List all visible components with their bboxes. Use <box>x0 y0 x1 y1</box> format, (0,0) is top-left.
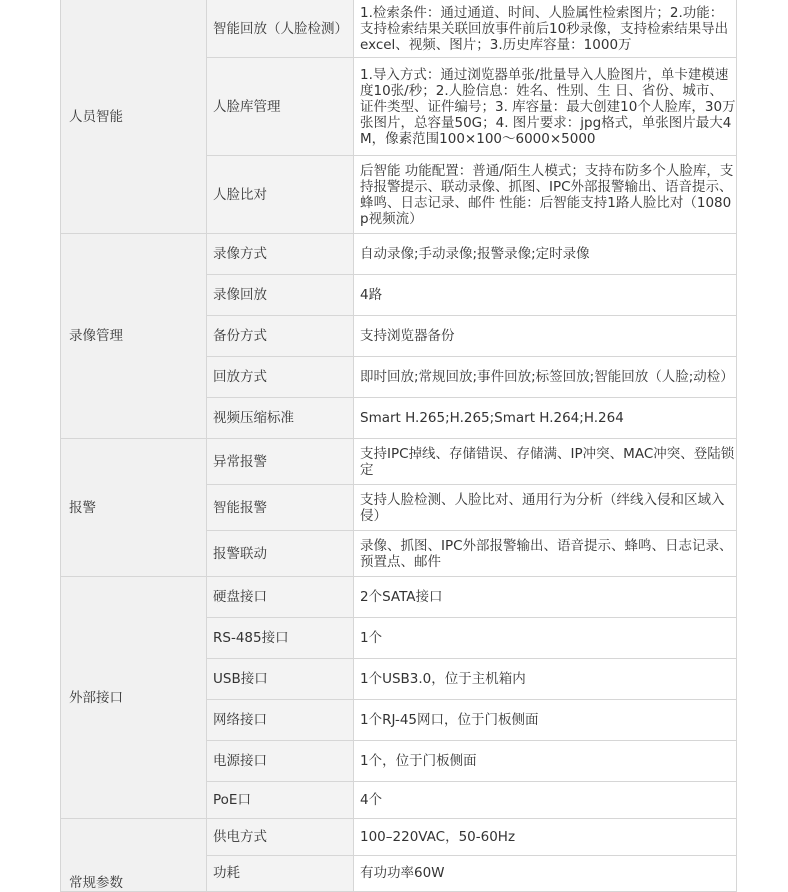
spec-name-cell: 录像回放 <box>207 275 354 316</box>
spec-value-cell: 1.检索条件：通过通道、时间、人脸属性检索图片；2.功能：支持检索结果关联回放事件前后10秒录像，支持检索结果导出excel、视频、图片；3.历史库容量：1000万 <box>354 0 737 58</box>
category-cell: 常规参数 <box>61 819 207 892</box>
spec-name-cell: 供电方式 <box>207 819 354 856</box>
spec-value-cell: 自动录像;手动录像;报警录像;定时录像 <box>354 234 737 275</box>
spec-value-cell: 1个RJ-45网口，位于门板侧面 <box>354 700 737 741</box>
spec-value-cell: 即时回放;常规回放;事件回放;标签回放;智能回放（人脸;动检） <box>354 357 737 398</box>
spec-value-cell: 4路 <box>354 275 737 316</box>
spec-name-cell: 电源接口 <box>207 741 354 782</box>
spec-name-cell: 报警联动 <box>207 531 354 577</box>
spec-value-cell: 支持IPC掉线、存储错误、存储满、IP冲突、MAC冲突、登陆锁定 <box>354 439 737 485</box>
spec-value-cell: 1个USB3.0，位于主机箱内 <box>354 659 737 700</box>
spec-value-cell: 有功功率60W <box>354 855 737 892</box>
spec-value-cell: 1个 <box>354 618 737 659</box>
spec-name-cell: RS-485接口 <box>207 618 354 659</box>
spec-name-cell: 视频压缩标准 <box>207 398 354 439</box>
spec-name-cell: 硬盘接口 <box>207 577 354 618</box>
spec-name-cell: 网络接口 <box>207 700 354 741</box>
spec-name-cell: 回放方式 <box>207 357 354 398</box>
category-cell: 报警 <box>61 439 207 577</box>
spec-name-cell: 功耗 <box>207 855 354 892</box>
spec-row <box>61 439 737 485</box>
spec-name-cell: 智能报警 <box>207 485 354 531</box>
category-cell: 外部接口 <box>61 577 207 819</box>
spec-table <box>60 0 737 892</box>
spec-name-cell: 智能回放（人脸检测） <box>207 0 354 58</box>
spec-name-cell: USB接口 <box>207 659 354 700</box>
spec-row <box>61 819 737 856</box>
spec-value-cell: 录像、抓图、IPC外部报警输出、语音提示、蜂鸣、日志记录、预置点、邮件 <box>354 531 737 577</box>
category-cell: 人员智能 <box>61 0 207 234</box>
spec-name-cell: 人脸比对 <box>207 156 354 234</box>
spec-value-cell: Smart H.265;H.265;Smart H.264;H.264 <box>354 398 737 439</box>
spec-value-cell: 100–220VAC，50-60Hz <box>354 819 737 856</box>
spec-value-cell: 4个 <box>354 782 737 819</box>
spec-value-cell: 1.导入方式：通过浏览器单张/批量导入人脸图片，单卡建模速度10张/秒；2.人脸信息：姓名、性别、生 日、省份、城市、证件类型、证件编号；3. 库容量：最大创建10个人脸库，30万张图片，总容量50G；4. 图片要求：jpg格式，单张图片最大4M，像素范围100×100～6000×5000 <box>354 58 737 156</box>
spec-value-cell: 2个SATA接口 <box>354 577 737 618</box>
spec-value-cell: 后智能 功能配置：普通/陌生人模式；支持布防多个人脸库，支持报警提示、联动录像、抓图、IPC外部报警输出、语音提示、蜂鸣、日志记录、邮件 性能：后智能支持1路人脸比对（1080p视频流） <box>354 156 737 234</box>
spec-table-body <box>61 0 737 892</box>
spec-value-cell: 1个，位于门板侧面 <box>354 741 737 782</box>
spec-name-cell: 录像方式 <box>207 234 354 275</box>
spec-value-cell: 支持浏览器备份 <box>354 316 737 357</box>
spec-row <box>61 0 737 58</box>
spec-name-cell: 异常报警 <box>207 439 354 485</box>
spec-row <box>61 577 737 618</box>
spec-name-cell: 备份方式 <box>207 316 354 357</box>
spec-value-cell: 支持人脸检测、人脸比对、通用行为分析（绊线入侵和区域入侵） <box>354 485 737 531</box>
spec-row <box>61 234 737 275</box>
spec-name-cell: 人脸库管理 <box>207 58 354 156</box>
category-cell: 录像管理 <box>61 234 207 439</box>
spec-name-cell: PoE口 <box>207 782 354 819</box>
